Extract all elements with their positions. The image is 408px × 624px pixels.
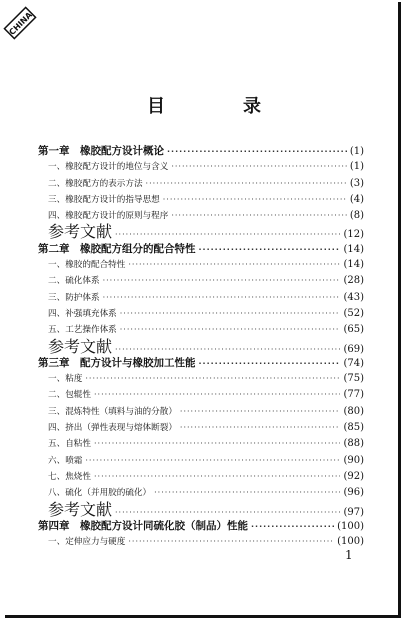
dot-leader <box>103 273 341 289</box>
toc-entry-label: 三、混炼特性（填料与油的分散） <box>48 406 177 417</box>
toc-entry-page: (43) <box>343 291 364 303</box>
toc-entry-label: 三、橡胶配方设计的指导思想 <box>48 194 160 205</box>
toc-entry-label: 八、硫化（并用胶的硫化） <box>48 488 152 499</box>
toc-entry-page: (3) <box>349 177 364 189</box>
toc-section-entry[interactable] <box>38 404 364 420</box>
toc-entry-label: 四、橡胶配方设计的原则与程序 <box>48 211 169 222</box>
toc-chapter-entry[interactable] <box>38 241 364 257</box>
dot-leader <box>94 436 340 452</box>
stamp-text: CHINA <box>7 10 34 37</box>
toc-entry-label: 四、补强填充体系 <box>48 308 117 319</box>
toc-entry-label: 二、硫化体系 <box>48 276 100 287</box>
toc-entry-page: (75) <box>343 373 364 385</box>
toc-section-entry[interactable] <box>38 534 364 550</box>
toc-entry-label: 一、粘度 <box>48 374 83 385</box>
toc-entry-page: (28) <box>343 275 364 287</box>
dot-leader <box>85 371 340 387</box>
dot-leader <box>180 404 341 420</box>
toc-entry-label: 四、挤出（弹性表现与熔体断裂） <box>48 423 177 434</box>
toc-section-entry[interactable] <box>38 192 364 208</box>
toc-entry-label: 三、防护体系 <box>48 292 100 303</box>
dot-leader <box>251 519 334 535</box>
toc-reference-entry[interactable] <box>38 224 364 240</box>
toc-entry-page: (1) <box>349 146 364 157</box>
dot-leader <box>128 257 340 273</box>
toc-entry-page: (90) <box>343 454 364 466</box>
toc-entry-page: (92) <box>343 470 364 482</box>
page-title: 目 录 <box>147 96 291 117</box>
toc-entry-page: (77) <box>343 389 364 401</box>
dot-leader <box>167 144 347 160</box>
toc-reference-entry[interactable] <box>38 336 364 356</box>
dot-leader <box>199 242 341 258</box>
toc-entry-label: 一、橡胶配方设计的地位与含义 <box>48 162 169 173</box>
dot-leader <box>171 208 347 224</box>
toc-chapter-entry[interactable] <box>38 143 364 159</box>
toc-entry-page: (74) <box>343 357 364 369</box>
toc-entry-page: (12) <box>343 229 364 241</box>
toc-entry-label: 一、定伸应力与硬度 <box>48 537 126 548</box>
toc-section-entry[interactable] <box>38 436 364 452</box>
toc-entry-label: 第一章 橡胶配方设计概论 <box>38 145 164 157</box>
toc-entry-page: (96) <box>343 487 364 499</box>
toc-section-entry[interactable] <box>38 306 364 322</box>
dot-leader <box>120 306 341 322</box>
toc-entry-page: (14) <box>343 259 364 271</box>
toc-entry-label: 五、工艺操作体系 <box>48 325 117 336</box>
toc-entry-page: (52) <box>343 307 364 319</box>
toc-entry-page: (14) <box>343 243 364 255</box>
page-number: 1 <box>345 548 353 562</box>
toc-section-entry[interactable] <box>38 371 364 387</box>
dot-leader <box>163 192 347 208</box>
dot-leader <box>154 485 340 501</box>
toc-section-entry[interactable] <box>38 420 364 436</box>
table-of-contents <box>38 143 364 550</box>
toc-entry-label: 二、包辊性 <box>48 390 91 401</box>
toc-entry-label: 第三章 配方设计与橡胶加工性能 <box>38 356 196 369</box>
china-stamp <box>1 4 39 42</box>
toc-entry-page: (8) <box>349 210 364 222</box>
dot-leader <box>94 387 340 403</box>
toc-entry-page: (80) <box>343 405 364 417</box>
toc-section-entry[interactable] <box>38 387 364 403</box>
dot-leader <box>146 176 347 192</box>
toc-section-entry[interactable] <box>38 159 364 175</box>
toc-section-entry[interactable] <box>38 469 364 485</box>
dot-leader <box>199 356 341 372</box>
toc-entry-label: 一、橡胶的配合特性 <box>48 260 126 271</box>
dot-leader <box>171 159 347 175</box>
toc-entry-label: 第四章 橡胶配方设计同硫化胶（制品）性能 <box>38 519 248 532</box>
toc-entry-page: (1) <box>349 161 364 173</box>
toc-entry-page: (88) <box>343 438 364 450</box>
dot-leader <box>94 469 340 485</box>
toc-entry-label: 五、自粘性 <box>48 439 91 450</box>
dot-leader <box>180 420 341 436</box>
toc-entry-page: (97) <box>343 506 364 518</box>
toc-entry-label: 二、橡胶配方的表示方法 <box>48 178 143 189</box>
dot-leader <box>85 453 340 469</box>
toc-entry-label: 参考文献 <box>48 336 113 356</box>
toc-chapter-entry[interactable] <box>38 518 364 534</box>
toc-entry-label: 七、焦烧性 <box>48 471 91 482</box>
toc-section-entry[interactable] <box>38 453 364 469</box>
toc-entry-label: 参考文献 <box>48 499 113 519</box>
toc-entry-page: (69) <box>343 343 364 355</box>
dot-leader <box>120 322 341 338</box>
toc-section-entry[interactable] <box>38 176 364 192</box>
toc-reference-entry[interactable] <box>38 499 364 519</box>
toc-entry-label: 六、喷霜 <box>48 455 83 466</box>
toc-entry-page: (100) <box>337 520 364 532</box>
toc-entry-label: 参考文献 <box>48 222 113 242</box>
toc-entry-page: (65) <box>343 324 364 336</box>
toc-entry-page: (4) <box>349 193 364 205</box>
toc-section-entry[interactable] <box>38 290 364 306</box>
dot-leader <box>128 534 334 550</box>
toc-section-entry[interactable] <box>38 273 364 289</box>
toc-entry-page: (100) <box>337 536 364 548</box>
dot-leader <box>103 290 341 306</box>
toc-entry-page: (85) <box>343 422 364 434</box>
toc-section-entry[interactable] <box>38 257 364 273</box>
toc-chapter-entry[interactable] <box>38 355 364 371</box>
toc-entry-label: 第二章 橡胶配方组分的配合特性 <box>38 242 196 255</box>
